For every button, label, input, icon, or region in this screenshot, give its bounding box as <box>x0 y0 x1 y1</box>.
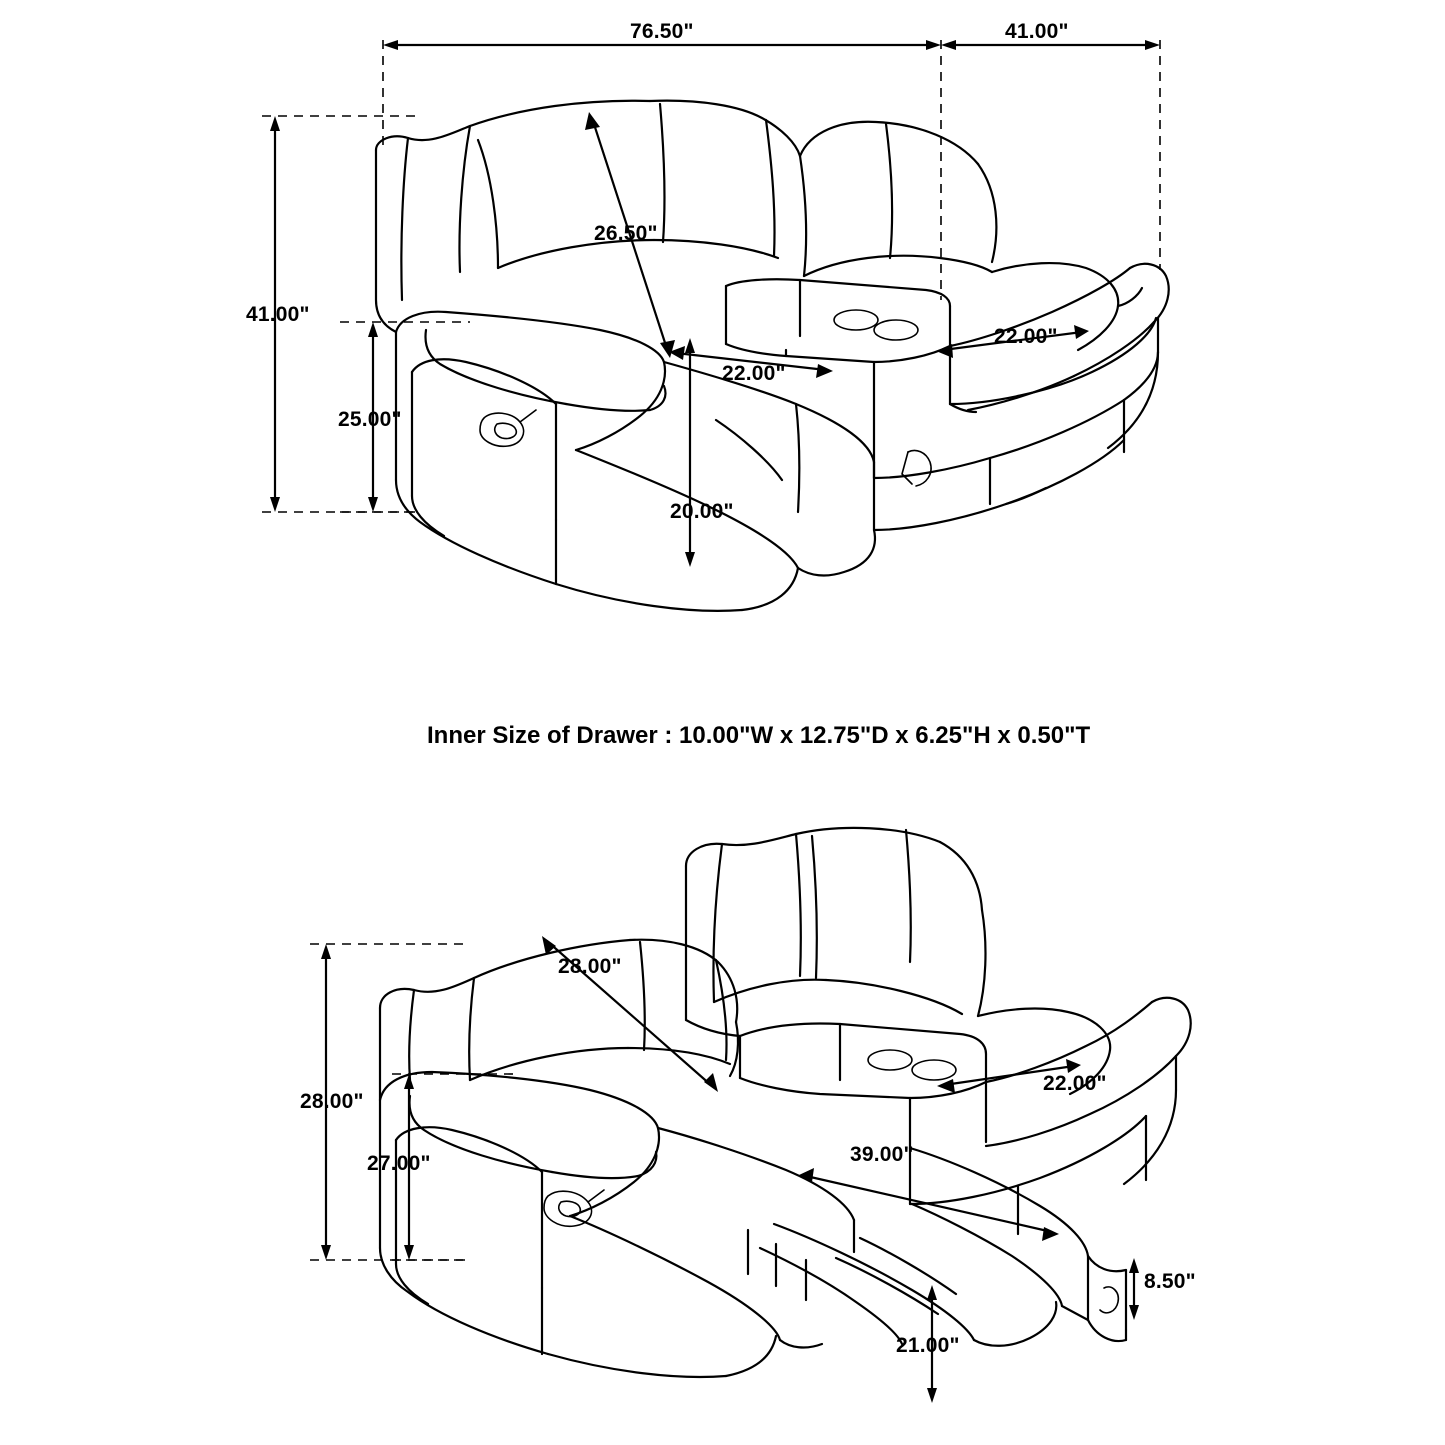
dim-right-seat-depth: 22.00" <box>994 325 1058 348</box>
dim-reclined-height: 28.00" <box>300 1090 364 1113</box>
dim-seat-height: 20.00" <box>670 500 734 523</box>
dim-arm-height: 25.00" <box>338 408 402 431</box>
dim-reclined-arm-height: 27.00" <box>367 1152 431 1175</box>
dim-footrest-thickness: 8.50" <box>1144 1270 1196 1293</box>
dim-overall-width: 76.50" <box>630 20 694 43</box>
drawer-note: Inner Size of Drawer : 10.00"W x 12.75"D x 6.25"H x 0.50"T <box>427 722 1091 749</box>
dim-footrest-height: 21.00" <box>896 1334 960 1357</box>
dim-recline-back-diagonal: 28.00" <box>558 955 622 978</box>
dim-side-width: 41.00" <box>1005 20 1069 43</box>
sofa-reclined-outline <box>380 828 1191 1377</box>
dim-back-diagonal: 26.50" <box>594 222 658 245</box>
dim-extended-depth: 39.00" <box>850 1143 914 1166</box>
dim-overall-height: 41.00" <box>246 303 310 326</box>
footrest-thickness-dimension <box>1129 1258 1139 1320</box>
dim-reclined-right-seat-depth: 22.00" <box>1043 1072 1107 1095</box>
extended-depth-dimension <box>799 1168 1059 1241</box>
dim-left-seat-depth: 22.00" <box>722 362 786 385</box>
